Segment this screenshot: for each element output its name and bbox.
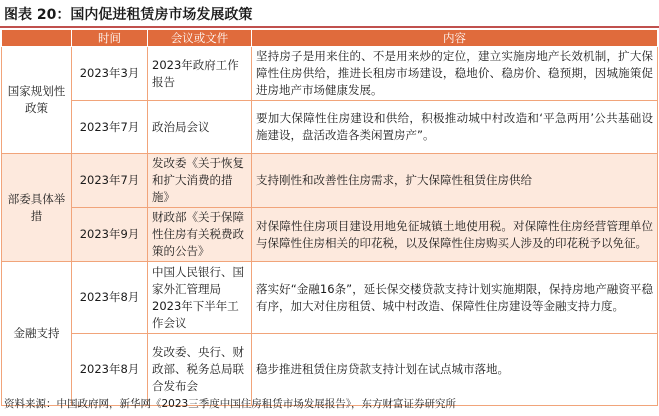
time-cell: 2023年8月 [72, 262, 148, 334]
meeting-cell: 财政部《关于保障性住房有关税费政策的公告》 [148, 208, 252, 262]
content-cell: 坚持房子是用来住的、不是用来炒的定位，建立实施房地产长效机制，扩大保障性住房供给，推进长租房市场建设，稳地价、稳房价、稳预期，因城施策促进房地产市场健康发展。 [252, 47, 658, 101]
table-row [2, 47, 658, 101]
time-cell: 2023年9月 [72, 208, 148, 262]
table-header-row [2, 30, 658, 47]
time-cell: 2023年7月 [72, 101, 148, 154]
table-row [2, 101, 658, 154]
category-cell: 部委具体举措 [2, 154, 72, 262]
content-cell: 落实好“金融16条”，延长保交楼贷款支持计划实施期限，保持房地产融资平稳有序，加大对住房租赁、城中村改造、保障性住房建设等金融支持力度。 [252, 262, 658, 334]
table-row [2, 262, 658, 334]
table-row [2, 154, 658, 208]
table-row [2, 334, 658, 406]
figure-title: 图表 20：国内促进租赁房市场发展政策 [4, 7, 253, 23]
time-cell: 2023年7月 [72, 154, 148, 208]
table-row [2, 208, 658, 262]
header-spacer [2, 30, 72, 47]
content-cell: 稳步推进租赁住房贷款支持计划在试点城市落地。 [252, 334, 658, 406]
content-cell: 要加大保障性住房建设和供给，积极推动城中村改造和‘平急两用’公共基础设施建设，盘活改造各类闲置房产”。 [252, 101, 658, 154]
header-time: 时间 [72, 30, 148, 47]
meeting-cell: 中国人民银行、国家外汇管理局2023年下半年工作会议 [148, 262, 252, 334]
content-cell: 支持刚性和改善性住房需求，扩大保障性租赁住房供给 [252, 154, 658, 208]
time-cell: 2023年8月 [72, 334, 148, 406]
header-content: 内容 [252, 30, 658, 47]
category-cell: 金融支持 [2, 262, 72, 406]
category-cell: 国家规划性政策 [2, 47, 72, 154]
meeting-cell: 发改委、央行、财政部、税务总局联合发布会 [148, 334, 252, 406]
policy-table [1, 29, 658, 406]
meeting-cell: 发改委《关于恢复和扩大消费的措施》 [148, 154, 252, 208]
source-note: 资料来源：中国政府网，新华网《2023三季度中国住房租赁市场发展报告》，东方财富证券研究所 [4, 398, 456, 410]
content-cell: 对保障性住房项目建设用地免征城镇土地使用税。对保障性住房经营管理单位与保障性住房相关的印花税，以及保障性住房购买人涉及的印花税予以免征。 [252, 208, 658, 262]
meeting-cell: 政治局会议 [148, 101, 252, 154]
header-meeting: 会议或文件 [148, 30, 252, 47]
title-divider [0, 26, 659, 28]
meeting-cell: 2023年政府工作报告 [148, 47, 252, 101]
time-cell: 2023年3月 [72, 47, 148, 101]
